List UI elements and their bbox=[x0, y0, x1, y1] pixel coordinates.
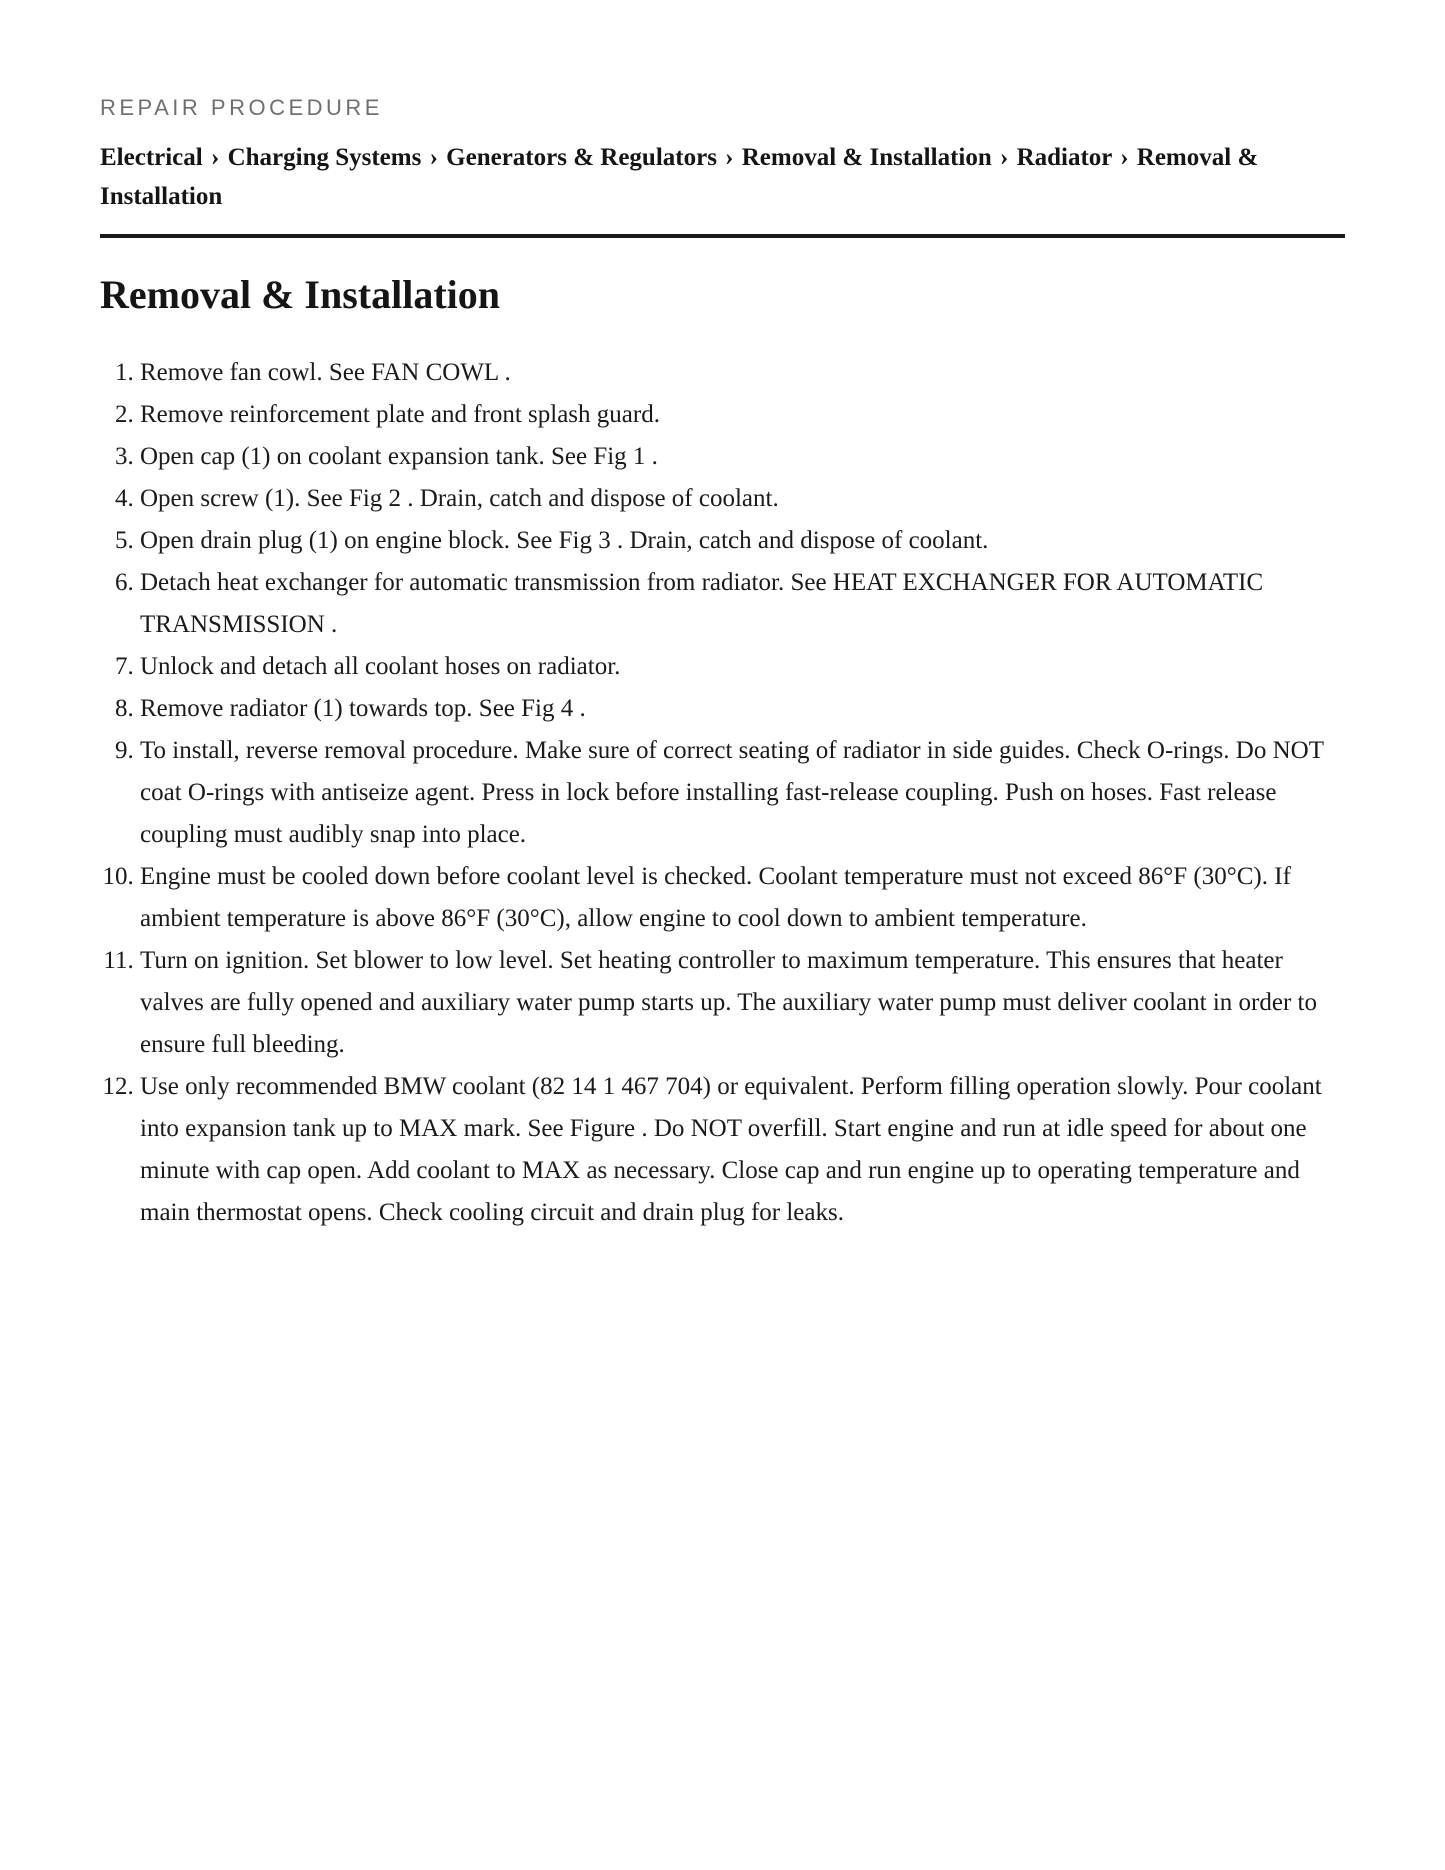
breadcrumb-item: Radiator bbox=[1016, 144, 1112, 171]
breadcrumb-item: Electrical bbox=[100, 144, 203, 171]
breadcrumb-separator: › bbox=[210, 144, 220, 171]
breadcrumb-separator: › bbox=[1000, 144, 1009, 171]
breadcrumb-item: Charging Systems bbox=[227, 144, 422, 171]
procedure-step: 10. Engine must be cooled down before coolant level is checked. Coolant temperature must not exceed 86°F (30°C). If ambient temperature is above 86°F (30°C), allow engine to cool down to ambient temperature. bbox=[140, 856, 1345, 940]
procedure-step: 5. Open drain plug (1) on engine block. See Fig 3 . Drain, catch and dispose of coolant. bbox=[140, 520, 1345, 562]
breadcrumb-item: Removal & Installation bbox=[100, 144, 1259, 210]
page-title: Removal & Installation bbox=[100, 272, 500, 317]
procedure-step: 11. Turn on ignition. Set blower to low level. Set heating controller to maximum temperature. This ensures that heater valves are fully opened and auxiliary water pump starts up. The auxiliary water pump must deliver coolant in order to ensure full bleeding. bbox=[140, 940, 1345, 1066]
procedure-step: 8. Remove radiator (1) towards top. See Fig 4 . bbox=[140, 688, 1345, 730]
breadcrumb bbox=[100, 138, 1345, 238]
breadcrumb-separator: › bbox=[429, 144, 438, 171]
procedure-step: 2. Remove reinforcement plate and front splash guard. bbox=[140, 394, 1345, 436]
breadcrumb-separator: › bbox=[1120, 144, 1129, 171]
procedure-step: 9. To install, reverse removal procedure. Make sure of correct seating of radiator in side guides. Check O-rings. Do NOT coat O-rings with antiseize agent. Press in lock before installing fast-release coupling. Push on hoses. Fast release coupling must audibly snap into place. bbox=[140, 730, 1345, 856]
procedure-step: 3. Open cap (1) on coolant expansion tank. See Fig 1 . bbox=[140, 436, 1345, 478]
procedure-step: 1. Remove fan cowl. See FAN COWL . bbox=[140, 352, 1345, 394]
procedure-step: 4. Open screw (1). See Fig 2 . Drain, catch and dispose of coolant. bbox=[140, 478, 1345, 520]
breadcrumb-separator: › bbox=[725, 144, 734, 171]
procedure-step: 6. Detach heat exchanger for automatic transmission from radiator. See HEAT EXCHANGER FOR AUTOMATIC TRANSMISSION . bbox=[140, 562, 1345, 646]
procedure-steps bbox=[100, 352, 1345, 1234]
procedure-step: 7. Unlock and detach all coolant hoses on radiator. bbox=[140, 646, 1345, 688]
section-kicker: REPAIR PROCEDURE bbox=[100, 95, 383, 120]
procedure-step: 12. Use only recommended BMW coolant (82 14 1 467 704) or equivalent. Perform filling operation slowly. Pour coolant into expansion tank up to MAX mark. See Figure . Do NOT overfill. Start engine and run at idle speed for about one minute with cap open. Add coolant to MAX as necessary. Close cap and run engine up to operating temperature and main thermostat opens. Check cooling circuit and drain plug for leaks. bbox=[140, 1066, 1345, 1234]
breadcrumb-item: Removal & Installation bbox=[741, 144, 992, 171]
breadcrumb-item: Generators & Regulators bbox=[446, 144, 717, 171]
